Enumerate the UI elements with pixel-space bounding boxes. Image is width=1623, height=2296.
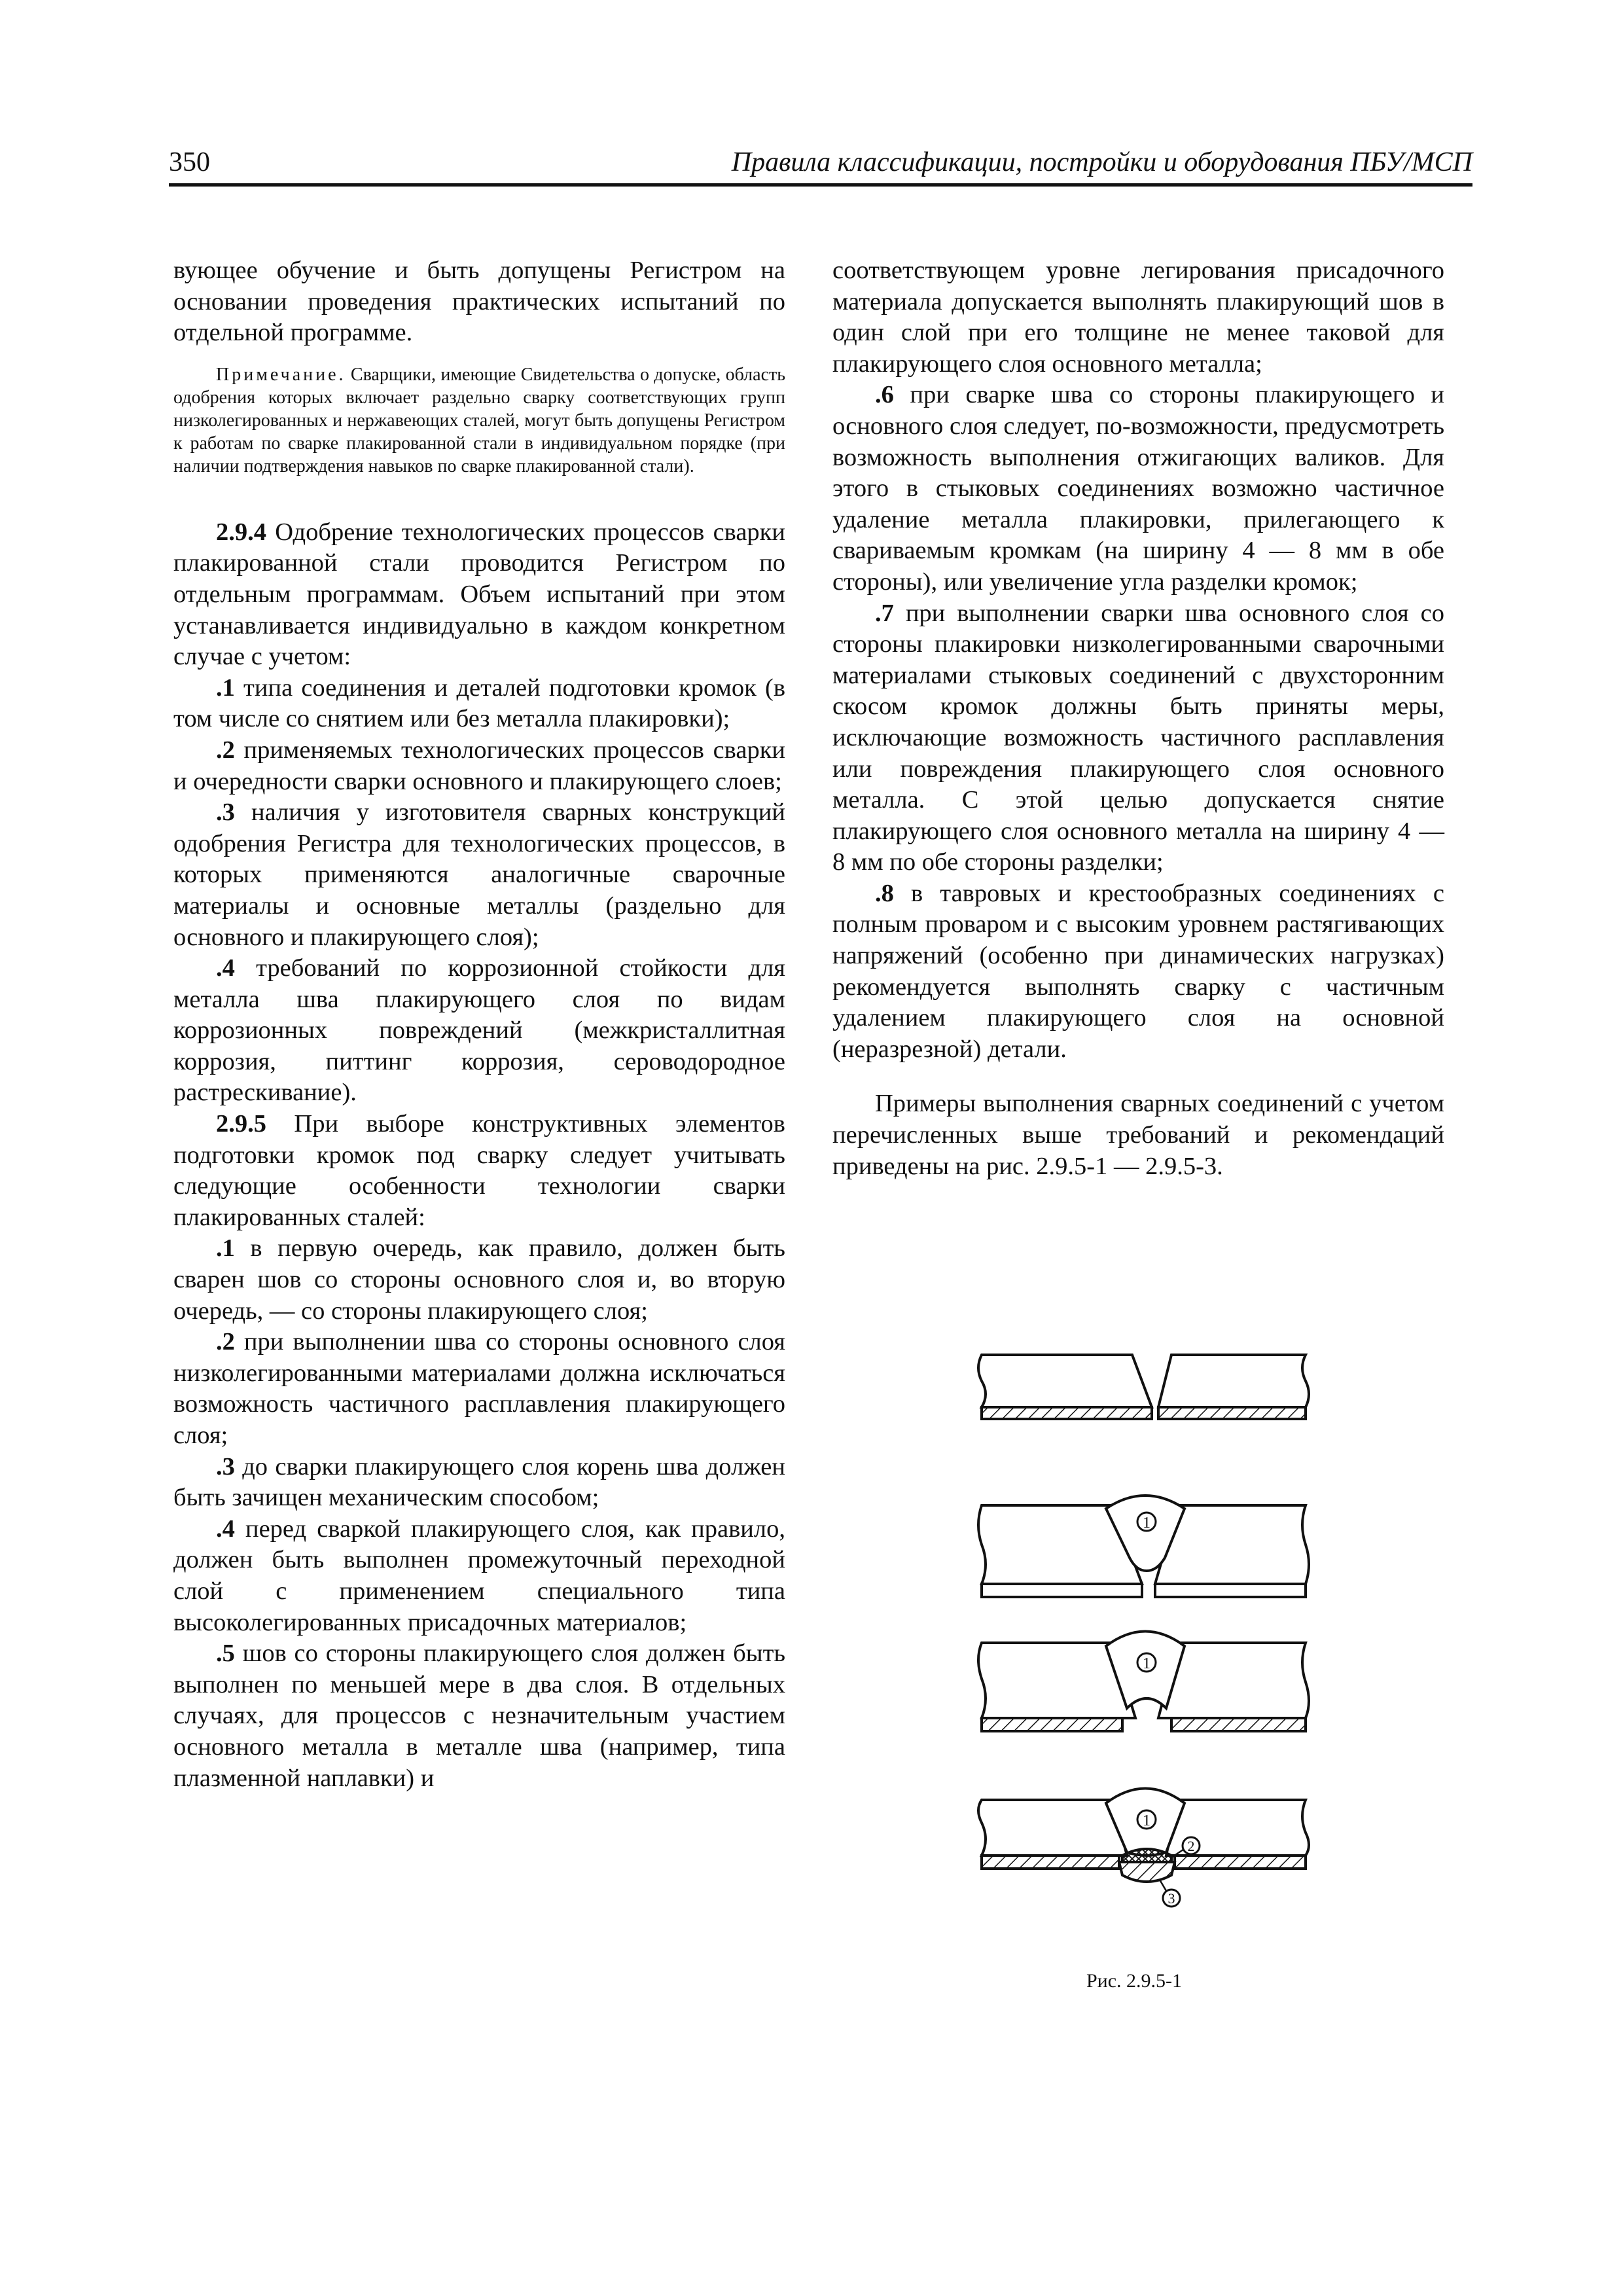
page-number: 350 — [169, 147, 210, 177]
paragraph: Примеры выполнения сварных соединений с учетом перечисленных выше требований и рекомендаций приведены на рис. 2.9.5-1 — 2.9.5-3. — [832, 1090, 1444, 1180]
paragraph: соответствующем уровне легирования присадочного материала допускается выполнять плакирующий шов в один слой при его толщине не менее таковой для плакирующего слоя основного металла; — [832, 257, 1444, 378]
weld-label: 1 — [1143, 1655, 1150, 1672]
diagram-complete — [978, 1789, 1309, 1907]
paragraph: вующее обучение и быть допущены Регистром на основании проведения практических испытаний по отдельной программе. — [173, 257, 785, 347]
list-item: .4 перед сваркой плакирующего слоя, как правило, должен быть выполнен промежуточный переходной слой с применением специального типа высоколегированных присадочных материалов; — [173, 1515, 785, 1636]
section-number: 2.9.4 — [216, 518, 266, 546]
weld-label: 2 — [1187, 1838, 1195, 1854]
list-item: .3 наличия у изготовителя сварных конструкций одобрения Регистра для технологических процессов, в которых применяются аналогичные сварочные материалы и основные металлы (раздельно для основного и плакирующего слоя); — [173, 798, 785, 951]
weld-label: 1 — [1143, 1515, 1150, 1532]
list-item: .8 в тавровых и крестообразных соединениях с полным проваром и с высоким уровнем растягивающих напряжений (особенно при динамических нагрузках) рекомендуется выполнять сварку с частичным удалением плакирующего слоя на основной (неразрезной) детали. — [832, 879, 1444, 1063]
weld-figure — [975, 1342, 1315, 1957]
section-2-9-5: 2.9.5 При выборе конструктивных элементов подготовки кромок под сварку следует учитывать следующие особенности технологии сварки плакированных сталей: — [173, 1110, 785, 1231]
diagram-edge-prep — [978, 1355, 1309, 1419]
list-item: .1 в первую очередь, как правило, должен быть сварен шов со стороны основного слоя и, во вторую очередь, — со стороны плакирующего слоя; — [173, 1234, 785, 1325]
note-text: Сварщики, имеющие Свидетельства о допуске, область одобрения которых включает раздельно сварку соответствующих групп низколегированных и нержавеющих сталей, могут быть допущены Регистром к работам по сварке плакированной стали в индивидуальном порядке (при наличии подтверждения навыков по сварке плакированной стали). — [173, 364, 785, 476]
list-item: .2 при выполнении шва со стороны основного слоя низколегированными материалами должна исключаться возможность частичного расплавления плакирующего слоя; — [173, 1328, 785, 1449]
note — [173, 363, 785, 478]
weld-diagram — [975, 1342, 1315, 1957]
weld-label: 3 — [1168, 1890, 1175, 1907]
section-number: 2.9.5 — [216, 1110, 266, 1138]
page-header — [169, 145, 1472, 187]
list-item: .6 при сварке шва со стороны плакирующего и основного слоя следует, по-возможности, предусмотреть возможность выполнения отжигающих валиков. Для этого в стыковых соединениях возможно частичное удаление металла плакировки, прилегающего к свариваемым кромкам (на ширину 4 — 8 мм в обе стороны), или увеличение угла разделки кромок; — [832, 381, 1444, 596]
weld-label: 1 — [1143, 1812, 1150, 1829]
diagram-pass-1 — [978, 1496, 1309, 1597]
diagram-root-cleaned — [978, 1632, 1309, 1732]
list-item: .7 при выполнении сварки шва основного слоя со стороны плакировки низколегированными сварочными материалами стыковых соединений с двухсторонним скосом кромок должны быть приняты меры, исключающие возможность частичного расплавления или повреждения плакирующего слоя основного металла. С этой целью допускается снятие плакирующего слоя основного металла на ширину 4 — 8 мм по обе стороны разделки; — [832, 599, 1444, 876]
note-label: Примечание. — [216, 364, 346, 385]
list-item: .3 до сварки плакирующего слоя корень шва должен быть зачищен механическим способом; — [173, 1452, 785, 1512]
list-item: .5 шов со стороны плакирующего слоя должен быть выполнен по меньшей мере в два слоя. В отдельных случаях, для процессов с незначительным участием основного металла в металле шва (например, типа плазменной наплавки) и — [173, 1640, 785, 1792]
list-item: .1 типа соединения и деталей подготовки кромок (в том числе со снятием или без металла плакировки); — [173, 673, 785, 733]
figure-caption: Рис. 2.9.5-1 — [1086, 1970, 1183, 1992]
right-column — [832, 255, 1444, 1182]
list-item: .4 требований по коррозионной стойкости для металла шва плакирующего слоя по видам коррозионных повреждений (межкристаллитная коррозия, питтинг коррозия, сероводородное растрескивание). — [173, 954, 785, 1107]
running-title: Правила классификации, постройки и оборудования ПБУ/МСП — [731, 147, 1472, 177]
left-column — [173, 255, 785, 1794]
list-item: .2 применяемых технологических процессов сварки и очередности сварки основного и плакирующего слоев; — [173, 736, 785, 795]
section-2-9-4: 2.9.4 Одобрение технологических процессов сварки плакированной стали проводится Регистром по отдельным программам. Объем испытаний при этом устанавливается индивидуально в каждом конкретном случае с учетом: — [173, 518, 785, 671]
